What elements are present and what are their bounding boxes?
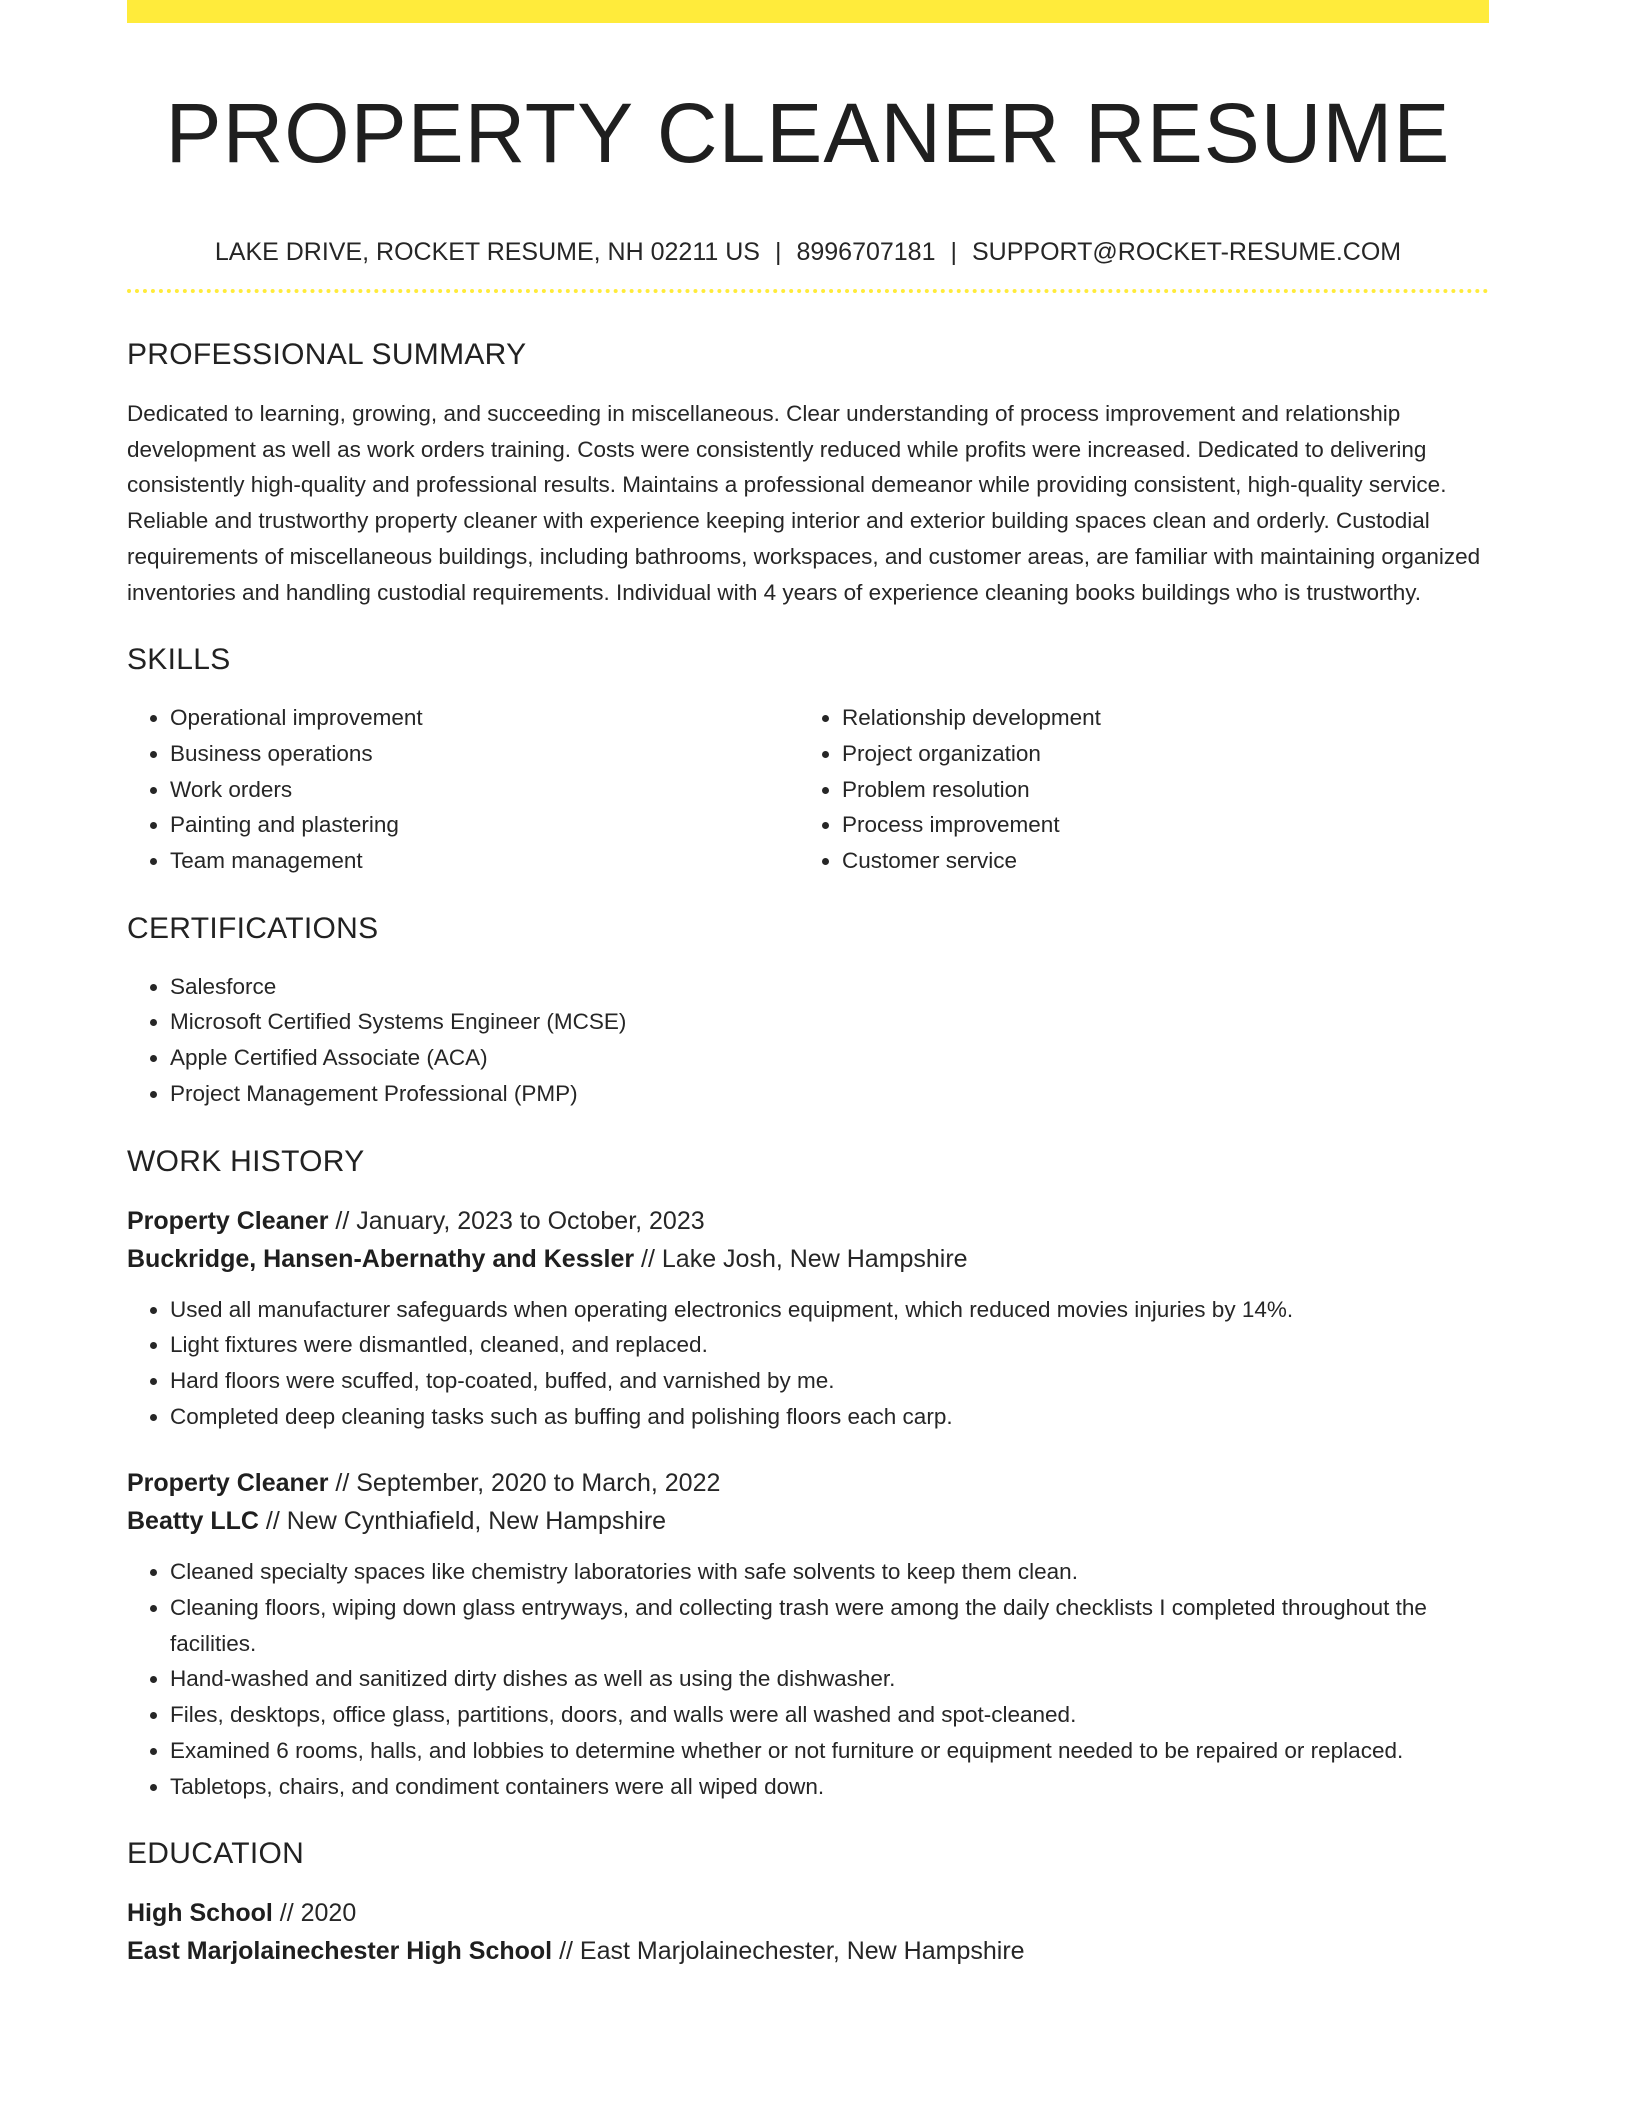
accent-bar <box>127 0 1489 23</box>
job-duty: • Cleaned specialty spaces like chemistry laboratories with safe solvents to keep them clean. <box>170 1554 1489 1590</box>
dotted-divider <box>127 289 1489 293</box>
skills-list-right <box>799 700 1471 879</box>
job-duty: • Hard floors were scuffed, top-coated, buffed, and varnished by me. <box>170 1363 1489 1399</box>
summary-text: Dedicated to learning, growing, and succeeding in miscellaneous. Clear understanding of process improvement and relationship development as well as work orders training. Costs were consistently reduced while profits were increased. Dedicated to delivering consistently high-quality and professional results. Maintains a professional demeanor while providing consistent, high-quality service. Reliable and trustworthy property cleaner with experience keeping interior and exterior building spaces clean and orderly. Custodial requirements of miscellaneous buildings, including bathrooms, workspaces, and customer areas, are familiar with maintaining organized inventories and handling custodial requirements. Individual with 4 years of experience cleaning books buildings who is trustworthy. <box>127 401 1481 605</box>
job-company-line <box>127 1502 1489 1540</box>
job-company: Beatty LLC <box>127 1507 259 1536</box>
work-history-heading: WORK HISTORY <box>127 1144 365 1178</box>
summary-heading: PROFESSIONAL SUMMARY <box>127 338 527 371</box>
education-entry <box>127 1894 1489 1970</box>
job-role: Property Cleaner <box>127 1469 329 1498</box>
skills-grid <box>127 700 1489 879</box>
skill-item: • Relationship development <box>842 700 1471 736</box>
job-dates: // September, 2020 to March, 2022 <box>335 1469 721 1498</box>
resume-title: PROPERTY CLEANER RESUME <box>165 86 1451 180</box>
job-role: Property Cleaner <box>127 1206 329 1235</box>
certification-item: • Apple Certified Associate (ACA) <box>170 1040 1489 1076</box>
job-location: // New Cynthiafield, New Hampshire <box>265 1507 667 1536</box>
job-duties-list <box>127 1554 1489 1804</box>
job-company-line <box>127 1240 1489 1278</box>
contact-line <box>127 235 1489 269</box>
job-entry <box>127 1202 1489 1435</box>
education-degree: High School <box>127 1899 273 1928</box>
job-location: // Lake Josh, New Hampshire <box>641 1244 968 1273</box>
certification-item: • Project Management Professional (PMP) <box>170 1076 1489 1112</box>
skill-item: • Process improvement <box>842 807 1471 843</box>
job-title-line <box>127 1202 1489 1240</box>
skill-item: • Painting and plastering <box>170 807 799 843</box>
job-duty: • Light fixtures were dismantled, cleaned, and replaced. <box>170 1327 1489 1363</box>
skill-item: • Project organization <box>842 736 1471 772</box>
contact-separator: | <box>774 238 782 266</box>
skills-heading: SKILLS <box>127 643 231 677</box>
contact-separator: | <box>950 238 957 266</box>
skill-item: • Customer service <box>842 843 1471 879</box>
job-duty: • Tabletops, chairs, and condiment containers were all wiped down. <box>170 1769 1489 1805</box>
email-link[interactable]: SUPPORT@ROCKET-RESUME.COM <box>972 238 1402 266</box>
education-year: // 2020 <box>279 1899 357 1928</box>
job-duty: • Cleaning floors, wiping down glass entryways, and collecting trash were among the daily checklists I completed throughout the facilities. <box>170 1590 1489 1661</box>
address: LAKE DRIVE, ROCKET RESUME, NH 02211 US <box>214 238 760 266</box>
skill-item: • Team management <box>170 843 799 879</box>
skill-item: • Problem resolution <box>842 772 1471 808</box>
skill-item: • Business operations <box>170 736 799 772</box>
education-school-line <box>127 1932 1489 1970</box>
job-duty: • Used all manufacturer safeguards when operating electronics equipment, which reduced movies injuries by 14%. <box>170 1292 1489 1328</box>
phone: 8996707181 <box>796 238 936 266</box>
certifications-list <box>127 969 1489 1112</box>
certification-item: • Microsoft Certified Systems Engineer (MCSE) <box>170 1004 1489 1040</box>
job-company: Buckridge, Hansen-Abernathy and Kessler <box>127 1244 635 1273</box>
job-duty: • Files, desktops, office glass, partitions, doors, and walls were all washed and spot-cleaned. <box>170 1697 1489 1733</box>
job-title-line <box>127 1464 1489 1502</box>
resume-page <box>127 0 1489 1970</box>
skill-item: • Work orders <box>170 772 799 808</box>
skill-item: • Operational improvement <box>170 700 799 736</box>
education-heading: EDUCATION <box>127 1837 305 1871</box>
job-entry <box>127 1464 1489 1804</box>
education-degree-line <box>127 1894 1489 1932</box>
education-location: // East Marjolainechester, New Hampshire <box>559 1937 1025 1966</box>
certification-item: • Salesforce <box>170 969 1489 1005</box>
skills-list-left <box>127 700 799 879</box>
education-school: East Marjolainechester High School <box>127 1937 553 1966</box>
job-duty: • Completed deep cleaning tasks such as buffing and polishing floors each carp. <box>170 1399 1489 1435</box>
job-duty: • Examined 6 rooms, halls, and lobbies to determine whether or not furniture or equipment needed to be repaired or replaced. <box>170 1733 1489 1769</box>
job-duties-list <box>127 1292 1489 1435</box>
certifications-heading: CERTIFICATIONS <box>127 911 379 945</box>
job-dates: // January, 2023 to October, 2023 <box>335 1206 705 1235</box>
job-duty: • Hand-washed and sanitized dirty dishes as well as using the dishwasher. <box>170 1661 1489 1697</box>
